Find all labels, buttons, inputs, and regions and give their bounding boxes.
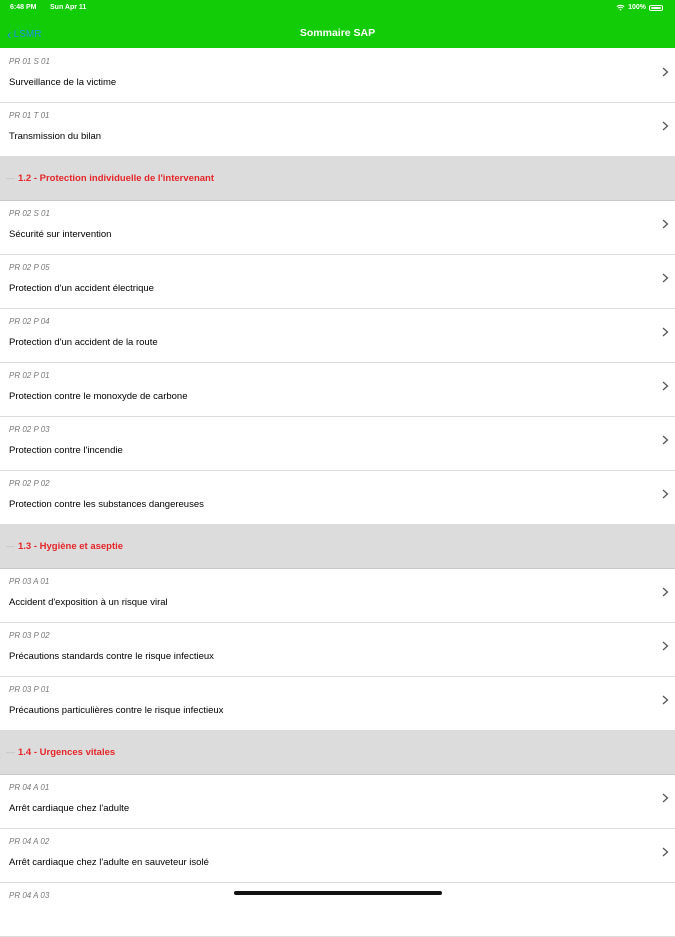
list-item[interactable] [0, 201, 675, 255]
status-date: Sun Apr 11 [50, 4, 87, 11]
item-title: Transmission du bilan [9, 131, 102, 142]
home-indicator[interactable] [234, 891, 442, 895]
item-code: PR 02 P 02 [9, 479, 50, 488]
section-title: 1.2 - Protection individuelle de l'intervenant [18, 173, 214, 184]
section-header[interactable] [0, 525, 675, 569]
item-title: Surveillance de la victime [9, 77, 117, 88]
item-code: PR 02 P 03 [9, 425, 50, 434]
item-code: PR 03 P 01 [9, 685, 50, 694]
collapse-icon: — [6, 173, 15, 183]
chevron-right-icon [662, 327, 669, 337]
item-title: Protection d'un accident de la route [9, 337, 158, 348]
item-code: PR 03 P 02 [9, 631, 50, 640]
item-code: PR 01 T 01 [9, 111, 50, 120]
status-time: 6:48 PM [10, 4, 37, 11]
chevron-right-icon [662, 695, 669, 705]
chevron-right-icon [662, 847, 669, 857]
item-title: Protection d'un accident électrique [9, 283, 154, 294]
item-code: PR 02 P 04 [9, 317, 50, 326]
navigation-header [0, 0, 675, 48]
summary-list [0, 49, 675, 937]
item-title: Arrêt cardiaque chez l'adulte [9, 803, 130, 814]
page-title: Sommaire SAP [299, 27, 376, 39]
list-item[interactable] [0, 471, 675, 525]
item-title: Accident d'exposition à un risque viral [9, 597, 168, 608]
list-item[interactable] [0, 623, 675, 677]
item-code: PR 01 S 01 [9, 57, 50, 66]
status-indicators [616, 4, 663, 11]
chevron-right-icon [662, 273, 669, 283]
status-bar [0, 0, 675, 16]
list-item[interactable] [0, 829, 675, 883]
list-item[interactable] [0, 103, 675, 157]
item-title: Précautions particulières contre le risque infectieux [9, 705, 224, 716]
chevron-right-icon [662, 641, 669, 651]
chevron-right-icon [662, 121, 669, 131]
chevron-right-icon [662, 67, 669, 77]
item-code: PR 03 A 01 [9, 577, 50, 586]
list-item[interactable] [0, 677, 675, 731]
item-title: Protection contre le monoxyde de carbone [9, 391, 188, 402]
item-title: Sécurité sur intervention [9, 229, 112, 240]
collapse-icon: — [6, 747, 15, 757]
wifi-icon [616, 4, 625, 11]
chevron-right-icon [662, 219, 669, 229]
item-title: Protection contre l'incendie [9, 445, 123, 456]
item-code: PR 02 S 01 [9, 209, 50, 218]
list-item[interactable] [0, 775, 675, 829]
item-code: PR 02 P 01 [9, 371, 50, 380]
chevron-right-icon [662, 587, 669, 597]
chevron-right-icon [662, 381, 669, 391]
chevron-left-icon: ‹ [7, 26, 12, 42]
list-item[interactable] [0, 255, 675, 309]
section-title: 1.3 - Hygiène et aseptie [18, 541, 124, 552]
chevron-right-icon [662, 489, 669, 499]
chevron-right-icon [662, 435, 669, 445]
collapse-icon: — [6, 541, 15, 551]
section-title: 1.4 - Urgences vitales [18, 747, 116, 758]
item-title: Arrêt cardiaque chez l'adulte en sauveteur isolé [9, 857, 209, 868]
list-item[interactable] [0, 363, 675, 417]
section-header[interactable] [0, 157, 675, 201]
battery-percent: 100% [628, 4, 646, 11]
chevron-right-icon [662, 793, 669, 803]
battery-icon [649, 5, 663, 11]
list-item[interactable] [0, 417, 675, 471]
item-code: PR 04 A 03 [9, 891, 50, 900]
item-code: PR 04 A 02 [9, 837, 50, 846]
back-button-label: LSMR [13, 28, 42, 40]
section-header[interactable] [0, 731, 675, 775]
item-title: Précautions standards contre le risque infectieux [9, 651, 214, 662]
item-code: PR 04 A 01 [9, 783, 50, 792]
item-code: PR 02 P 05 [9, 263, 50, 272]
list-item[interactable] [0, 49, 675, 103]
item-title: Protection contre les substances dangereuses [9, 499, 204, 510]
list-item[interactable] [0, 309, 675, 363]
list-item[interactable] [0, 569, 675, 623]
